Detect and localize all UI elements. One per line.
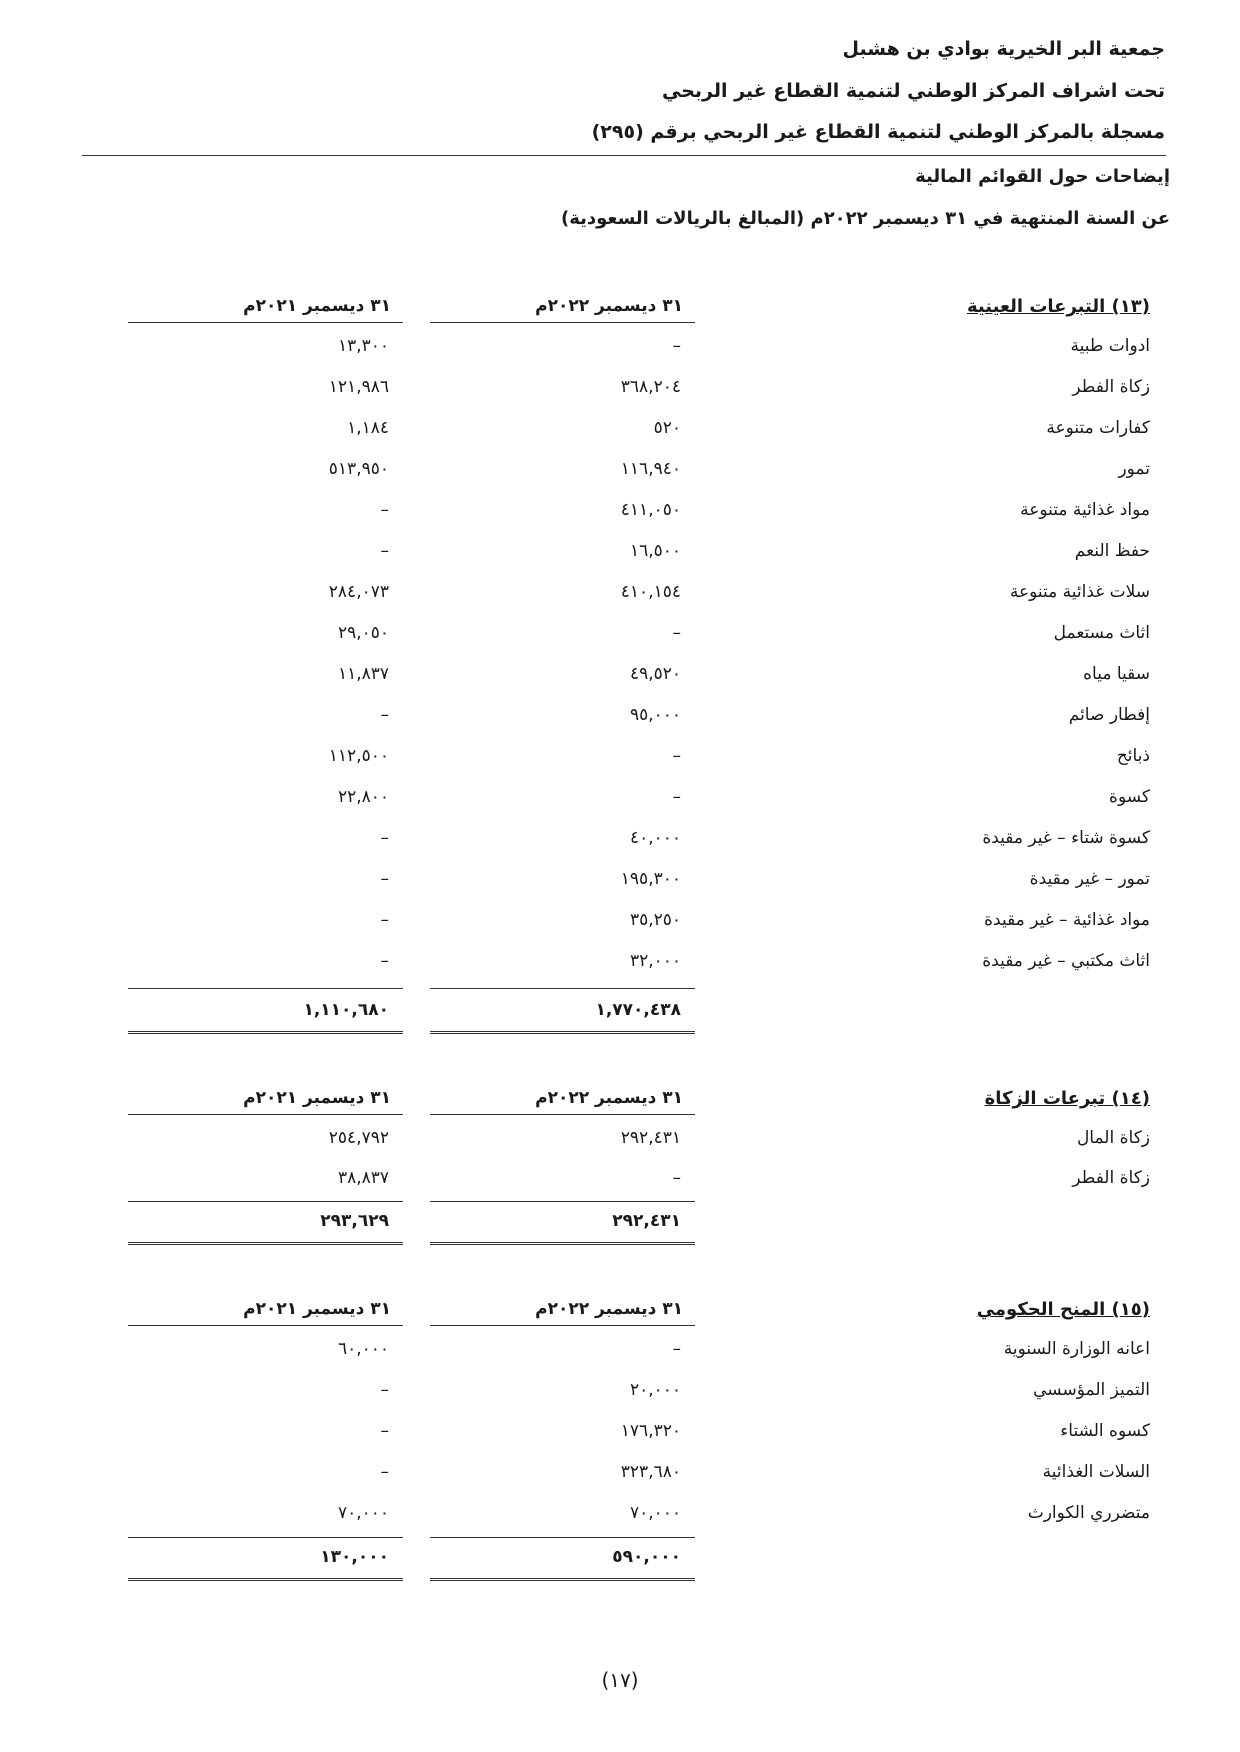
total-2022: ٥٩٠,٠٠٠ <box>612 1547 681 1567</box>
supervision-line: تحت اشراف المركز الوطني لتنمية القطاع غير الربحي <box>661 80 1165 102</box>
subtotal-line-2021 <box>128 988 403 989</box>
value-2021: ١٢١,٩٨٦ <box>328 377 389 397</box>
row-label: حفظ النعم <box>1074 541 1150 561</box>
header-divider <box>82 155 1166 156</box>
table-row <box>0 1339 1240 1379</box>
total-2022: ١,٧٧٠,٤٣٨ <box>595 1000 681 1020</box>
table-row <box>0 623 1240 663</box>
value-2022: ٣٥,٢٥٠ <box>629 910 681 930</box>
row-label: متضرري الكوارث <box>1027 1503 1150 1523</box>
table-row <box>0 1462 1240 1502</box>
row-label: كفارات متنوعة <box>1046 418 1150 438</box>
row-label: زكاة المال <box>1076 1128 1150 1148</box>
value-2021: ١٣,٣٠٠ <box>337 336 389 356</box>
total-2021: ٢٩٣,٦٢٩ <box>320 1211 389 1231</box>
table-row <box>0 951 1240 991</box>
value-2022: ٤١٠,١٥٤ <box>620 582 681 602</box>
value-2022: ١٦,٥٠٠ <box>629 541 681 561</box>
value-2022: ١٧٦,٣٢٠ <box>620 1421 681 1441</box>
value-2022: – <box>672 336 681 356</box>
organization-name: جمعية البر الخيرية بوادي بن هشبل <box>842 38 1165 60</box>
value-2022: – <box>672 623 681 643</box>
table-row <box>0 1380 1240 1420</box>
value-2021: – <box>380 951 389 971</box>
value-2021: ٢٨٤,٠٧٣ <box>328 582 389 602</box>
column-header-2022: ٣١ ديسمبر ٢٠٢٢م <box>430 296 695 323</box>
table-row <box>0 500 1240 540</box>
subtotal-line-2021 <box>128 1537 403 1538</box>
double-underline-2022 <box>430 1578 695 1581</box>
row-label: زكاة الفطر <box>1072 377 1150 397</box>
value-2022: ٣٢,٠٠٠ <box>629 951 681 971</box>
subtotal-line-2022 <box>430 1537 695 1538</box>
subtotal-line-2021 <box>128 1201 403 1202</box>
value-2021: – <box>380 500 389 520</box>
subtotal-line-2022 <box>430 1201 695 1202</box>
row-label: مواد غذائية متنوعة <box>1020 500 1150 520</box>
value-2022: ٧٠,٠٠٠ <box>629 1503 681 1523</box>
row-label: التميز المؤسسي <box>1033 1380 1150 1400</box>
row-label: تمور <box>1118 459 1150 479</box>
column-header-2021: ٣١ ديسمبر ٢٠٢١م <box>128 1299 403 1326</box>
table-row <box>0 377 1240 417</box>
value-2021: – <box>380 828 389 848</box>
table-row <box>0 541 1240 581</box>
row-label: سلات غذائية متنوعة <box>1009 582 1150 602</box>
double-underline-2021 <box>128 1578 403 1581</box>
column-header-2022: ٣١ ديسمبر ٢٠٢٢م <box>430 1088 695 1115</box>
value-2022: – <box>672 787 681 807</box>
table-row <box>0 459 1240 499</box>
value-2021: ٥١٣,٩٥٠ <box>328 459 389 479</box>
column-header-2022: ٣١ ديسمبر ٢٠٢٢م <box>430 1299 695 1326</box>
row-label: ذبائح <box>1116 746 1150 766</box>
page-number: (١٧) <box>601 1668 639 1692</box>
value-2022: ٢٠,٠٠٠ <box>629 1380 681 1400</box>
value-2021: – <box>380 869 389 889</box>
value-2021: ١,١٨٤ <box>347 418 389 438</box>
double-underline-2022 <box>430 1031 695 1034</box>
row-label: اثاث مكتبي – غير مقيدة <box>982 951 1150 971</box>
value-2021: ٢٢,٨٠٠ <box>337 787 389 807</box>
period-line: عن السنة المنتهية في ٣١ ديسمبر ٢٠٢٢م (المبالغ بالريالات السعودية) <box>561 208 1170 229</box>
table-row <box>0 418 1240 458</box>
table-row <box>0 1421 1240 1461</box>
value-2021: ٢٩,٠٥٠ <box>337 623 389 643</box>
value-2022: ٩٥,٠٠٠ <box>629 705 681 725</box>
double-underline-2022 <box>430 1242 695 1245</box>
total-2021: ١٣٠,٠٠٠ <box>320 1547 389 1567</box>
subtotal-line-2022 <box>430 988 695 989</box>
value-2021: – <box>380 1462 389 1482</box>
value-2022: ٢٩٢,٤٣١ <box>620 1128 681 1148</box>
row-label: اثاث مستعمل <box>1053 623 1150 643</box>
total-2021: ١,١١٠,٦٨٠ <box>303 1000 389 1020</box>
notes-title: إيضاحات حول القوائم المالية <box>915 166 1170 187</box>
row-label: تمور – غير مقيدة <box>1029 869 1150 889</box>
total-2022: ٢٩٢,٤٣١ <box>612 1211 681 1231</box>
row-label: كسوه الشتاء <box>1060 1421 1150 1441</box>
section-title: (١٣) التبرعات العينية <box>967 296 1150 317</box>
row-label: كسوة <box>1109 787 1150 807</box>
row-label: ادوات طبية <box>1070 336 1150 356</box>
table-row <box>0 746 1240 786</box>
row-label: إفطار صائم <box>1068 705 1150 725</box>
value-2022: ١١٦,٩٤٠ <box>620 459 681 479</box>
row-label: السلات الغذائية <box>1042 1462 1150 1482</box>
value-2021: ٦٠,٠٠٠ <box>337 1339 389 1359</box>
section-title: (١٥) المنح الحكومي <box>976 1299 1150 1320</box>
value-2021: – <box>380 1380 389 1400</box>
value-2021: – <box>380 1421 389 1441</box>
column-header-2021: ٣١ ديسمبر ٢٠٢١م <box>128 296 403 323</box>
value-2022: ٤٩,٥٢٠ <box>629 664 681 684</box>
column-header-2021: ٣١ ديسمبر ٢٠٢١م <box>128 1088 403 1115</box>
value-2021: – <box>380 541 389 561</box>
value-2021: ١١٢,٥٠٠ <box>328 746 389 766</box>
table-row <box>0 1128 1240 1168</box>
value-2021: ٢٥٤,٧٩٢ <box>328 1128 389 1148</box>
value-2021: ٣٨,٨٣٧ <box>337 1168 389 1188</box>
value-2021: – <box>380 910 389 930</box>
table-row <box>0 828 1240 868</box>
double-underline-2021 <box>128 1031 403 1034</box>
value-2021: ٧٠,٠٠٠ <box>337 1503 389 1523</box>
table-row <box>0 1168 1240 1208</box>
value-2022: – <box>672 1339 681 1359</box>
table-row <box>0 582 1240 622</box>
row-label: كسوة شتاء – غير مقيدة <box>982 828 1150 848</box>
table-row <box>0 787 1240 827</box>
registration-line: مسجلة بالمركز الوطني لتنمية القطاع غير الربحي برقم (٢٩٥) <box>591 121 1165 143</box>
table-row <box>0 869 1240 909</box>
value-2022: ٥٢٠ <box>653 418 681 438</box>
value-2022: ٤٠,٠٠٠ <box>629 828 681 848</box>
row-label: مواد غذائية – غير مقيدة <box>984 910 1150 930</box>
section-title: (١٤) تبرعات الزكاة <box>984 1088 1150 1109</box>
row-label: اعانه الوزارة السنوية <box>1003 1339 1150 1359</box>
value-2022: – <box>672 746 681 766</box>
value-2022: – <box>672 1168 681 1188</box>
value-2021: – <box>380 705 389 725</box>
row-label: زكاة الفطر <box>1072 1168 1150 1188</box>
value-2022: ٤١١,٠٥٠ <box>620 500 681 520</box>
row-label: سقيا مياه <box>1083 664 1150 684</box>
double-underline-2021 <box>128 1242 403 1245</box>
value-2022: ٣٢٣,٦٨٠ <box>620 1462 681 1482</box>
value-2022: ٣٦٨,٢٠٤ <box>620 377 681 397</box>
table-row <box>0 910 1240 950</box>
table-row <box>0 336 1240 376</box>
value-2022: ١٩٥,٣٠٠ <box>620 869 681 889</box>
value-2021: ١١,٨٣٧ <box>337 664 389 684</box>
table-row <box>0 664 1240 704</box>
table-row <box>0 705 1240 745</box>
